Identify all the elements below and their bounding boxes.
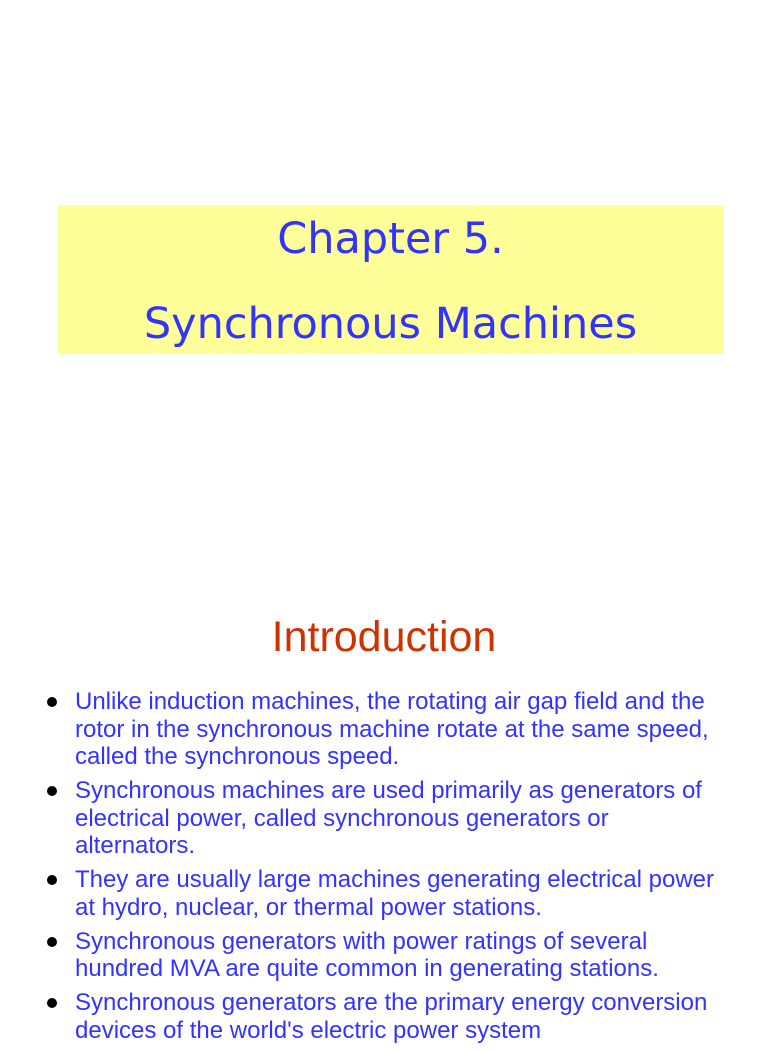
bullet-text: Unlike induction machines, the rotating air gap field and the rotor in the synchronous machine rotate at the same speed, called the synchronous speed. [75, 688, 709, 770]
chapter-number: Chapter 5. [277, 214, 504, 264]
bullet-icon [47, 937, 57, 947]
bullet-list [0, 688, 768, 1051]
introduction-slide [0, 576, 768, 1044]
slide-heading: Introduction [271, 613, 497, 661]
title-box [58, 205, 723, 354]
bullet-text: They are usually large machines generating electrical power at hydro, nuclear, or thermal power stations. [75, 866, 714, 921]
bullet-item [0, 866, 768, 921]
bullet-icon [47, 998, 57, 1008]
bullet-icon [47, 786, 57, 796]
bullet-item [0, 777, 768, 860]
bullet-text: Synchronous machines are used primarily as generators of electrical power, called synchronous generators or alternators. [75, 777, 702, 859]
bullet-item [0, 688, 768, 771]
bullet-text: Synchronous generators with power ratings of several hundred MVA are quite common in generating stations. [75, 927, 659, 982]
bullet-icon [47, 875, 57, 885]
chapter-title: Synchronous Machines [143, 299, 638, 349]
bullet-icon [47, 697, 57, 707]
bullet-item [0, 989, 768, 1044]
bullet-item [0, 928, 768, 983]
bullet-text: Synchronous generators are the primary energy conversion devices of the world's electric power system [75, 989, 708, 1044]
